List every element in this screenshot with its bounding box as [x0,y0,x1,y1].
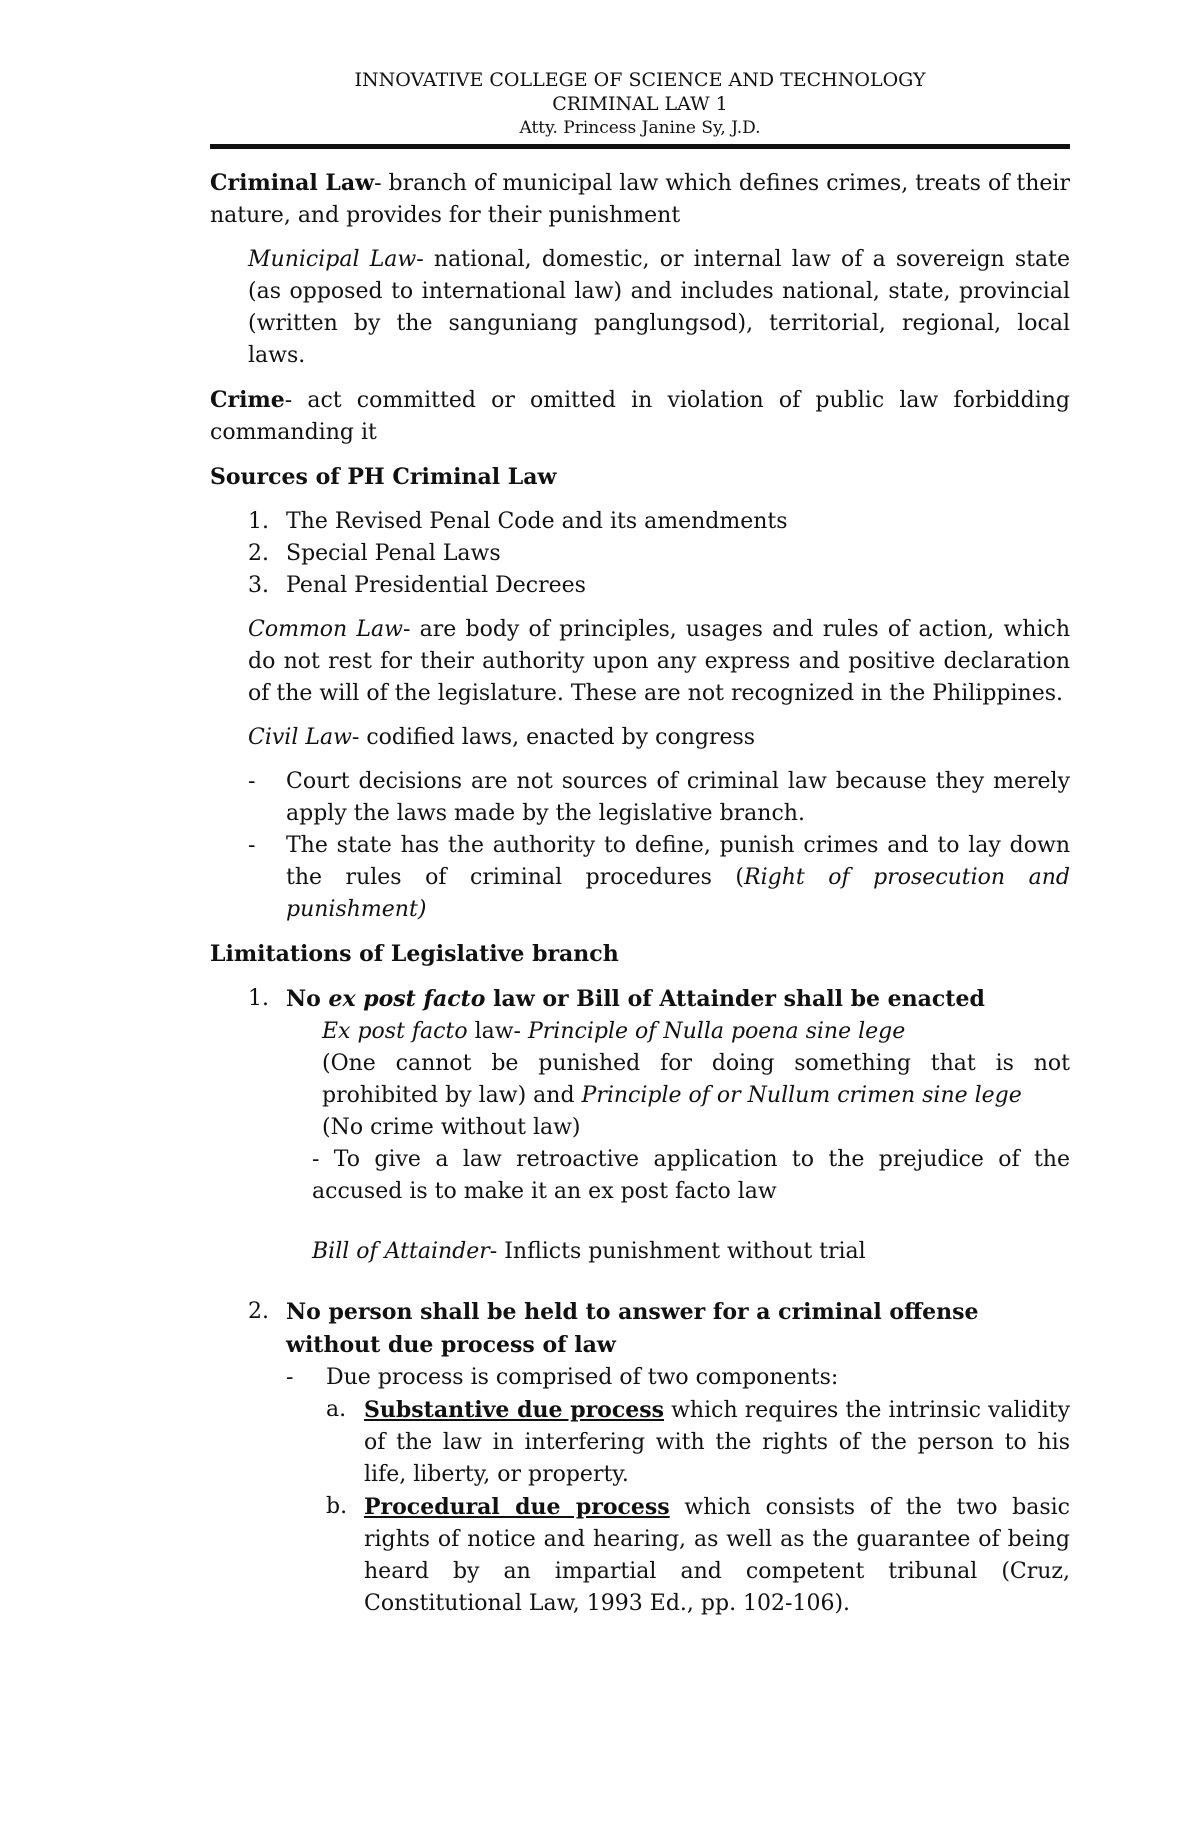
substantive-due-process: a. Substantive due process which requires the intrinsic validity of the law in interfering with the rights of the person to his life, liberty, or property. [326,1397,1071,1487]
bill-of-attainder-definition: Bill of Attainder- Inflicts punishment without trial [312,1239,866,1264]
document-header [210,68,1070,140]
list-item: - Court decisions are not sources of criminal law because they merely apply the laws made by the legislative branch. [248,769,1070,826]
retroactive-note: - To give a law retroactive application to the prejudice of the accused is to make it an ex post facto law [312,1147,1070,1204]
course-title: CRIMINAL LAW 1 [552,93,728,115]
ex-post-facto-explanation: Ex post facto law- Principle of Nulla poena sine lege (One cannot be punished for doing something that is not prohibited by law) and Principle of or Nullum crimen sine lege (No crime without law) - To give a law retroactive application to the prejudice of the accused is to make it an ex post facto law Bill of Attainder- Inflicts punishment without trial [312,1016,1070,1268]
instructor-name: Atty. Princess Janine Sy, J.D. [519,118,761,138]
sources-list [210,506,1070,602]
civil-law-definition: Civil Law- codified laws, enacted by congress [248,725,756,750]
list-item: 3. Penal Presidential Decrees [248,573,586,598]
limitations-heading: Limitations of Legislative branch [210,941,619,967]
list-item: 2. Special Penal Laws [248,541,501,566]
sources-heading: Sources of PH Criminal Law [210,464,557,490]
college-name: INNOVATIVE COLLEGE OF SCIENCE AND TECHNOLOGY [354,69,926,91]
crime-term: Crime [210,387,285,413]
header-divider [210,144,1070,149]
list-item: 1. The Revised Penal Code and its amendments [248,509,788,534]
limitation-item-1: 1. No ex post facto law or Bill of Attainder shall be enacted [248,986,985,1012]
common-law-term: Common Law [248,617,403,642]
criminal-law-definition: Criminal Law- branch of municipal law which defines crimes, treats of their nature, and provides for their punishment [210,170,1070,228]
municipal-law-definition: Municipal Law- national, domestic, or internal law of a sovereign state (as opposed to international law) and includes national, state, provincial (written by the sanguniang panglungsod), territorial, regional, local laws. [248,247,1071,368]
due-process-intro: - Due process is comprised of two components: [286,1365,839,1390]
list-item: - The state has the authority to define, punish crimes and to lay down the rules of criminal procedures (Right of prosecution and punishment) [248,833,1070,922]
criminal-law-term: Criminal Law [210,170,375,196]
notes-list [210,766,1070,926]
common-law-definition: Common Law- are body of principles, usages and rules of action, which do not rest for their authority upon any express and positive declaration of the will of the legislature. These are not recognized in the Philippines. [248,617,1070,706]
limitation-item-2: 2. No person shall be held to answer for a criminal offense without due process of law [248,1299,979,1358]
document-page [210,68,1070,1620]
municipal-law-term: Municipal Law [248,247,417,272]
crime-definition: Crime- act committed or omitted in violation of public law forbidding commanding it [210,387,1070,445]
civil-law-term: Civil Law [248,725,352,750]
procedural-due-process: b. Procedural due process which consists of the two basic rights of notice and hearing, as well as the guarantee of being heard by an impartial and competent tribunal (Cruz, Constitutional Law, 1993 Ed., pp. 102-106). [326,1494,1070,1616]
